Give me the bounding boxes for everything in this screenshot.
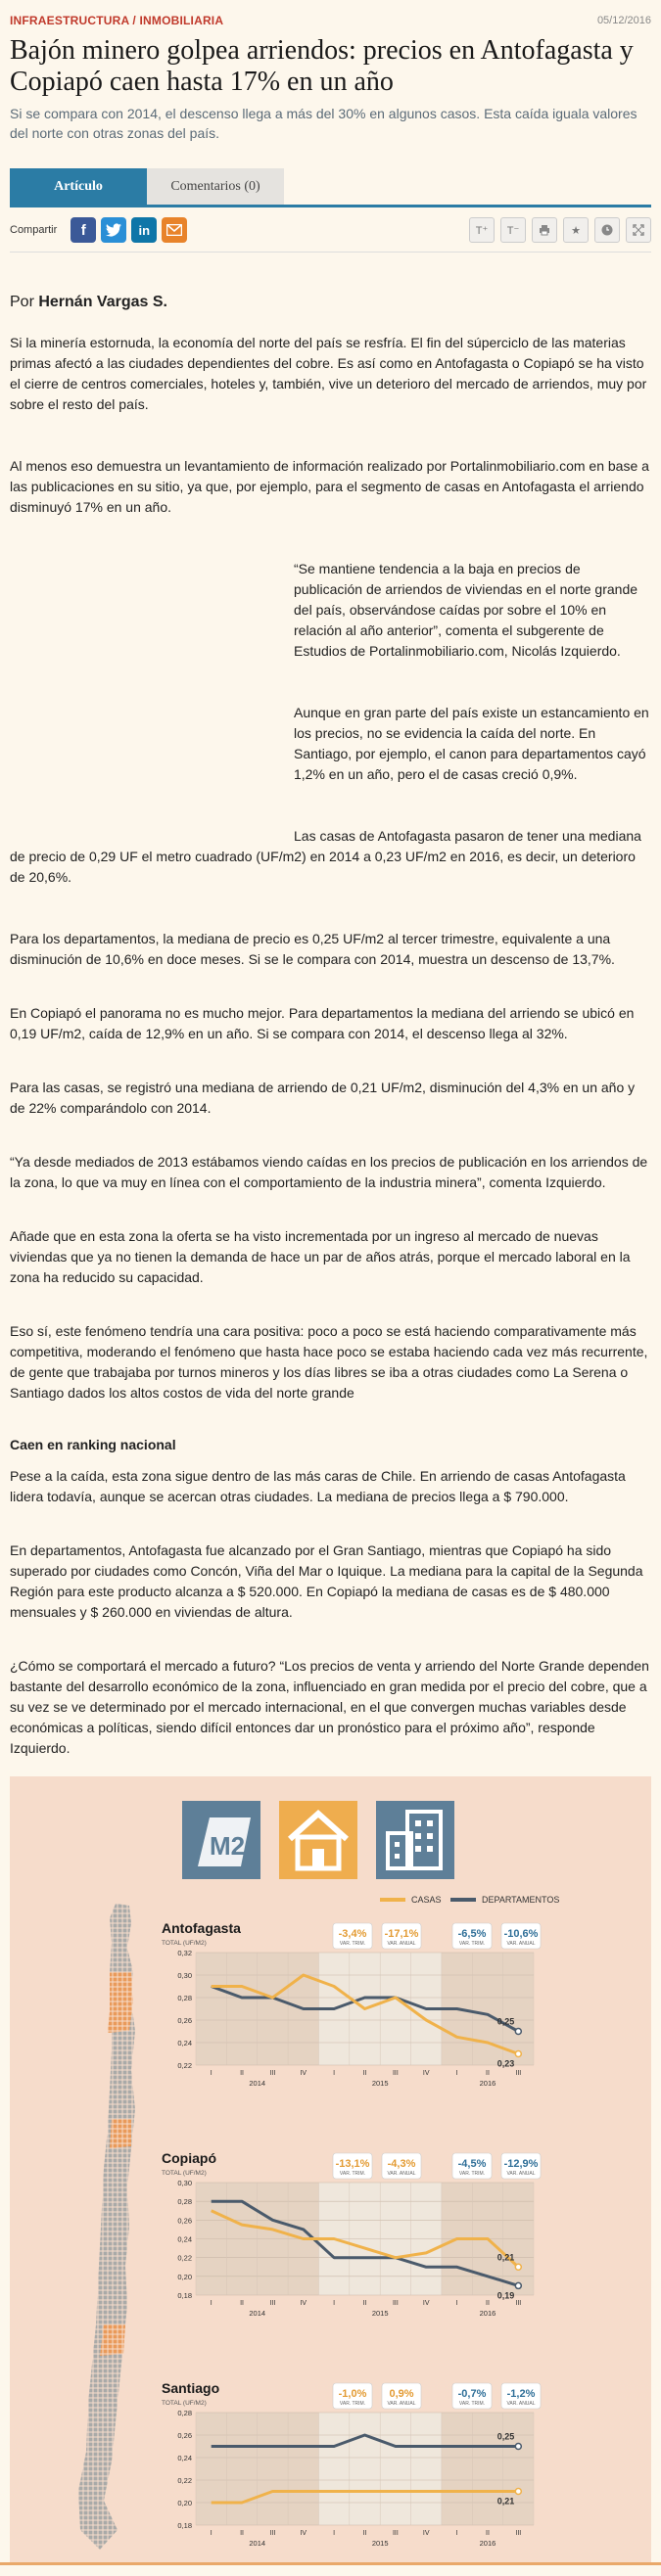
year-label: 2016: [479, 2309, 496, 2318]
paragraph: Eso sí, este fenómeno tendría una cara positiva: poco a poco se está haciendo comparativamente más competitiva, moderando el fenómeno que hasta hace poco se estaba haciendo cada vez más recurrente, de gente que trabajaba por turnos mineros y los días libres se iba a otras ciudades como La Serena o Santiago dados los altos costos de vida del norte grande: [10, 1323, 648, 1401]
chart-legend: [380, 1895, 559, 1905]
x-tick-label: III: [392, 2530, 399, 2537]
tab-comments[interactable]: Comentarios (0): [147, 168, 284, 205]
x-tick-label: III: [269, 2300, 276, 2307]
x-tick-label: III: [515, 2300, 522, 2307]
year-label: 2014: [249, 2539, 266, 2548]
linkedin-icon[interactable]: in: [131, 217, 157, 243]
variation-label: VAR. TRIM.: [458, 1941, 486, 1947]
x-tick-label: IV: [300, 2300, 307, 2307]
series-deptos-line-end-point: [515, 2282, 521, 2288]
variation-value: -0,7%: [457, 2388, 487, 2400]
y-tick-label: 0,28: [177, 2197, 192, 2207]
y-tick-label: 0,26: [177, 2431, 192, 2440]
panel-city-title: Santiago: [162, 2380, 220, 2396]
x-tick-label: IV: [422, 2070, 430, 2077]
x-tick-label: IV: [300, 2070, 307, 2077]
y-tick-label: 0,18: [177, 2291, 192, 2300]
x-tick-label: III: [269, 2530, 276, 2537]
variation-value: -12,9%: [503, 2158, 539, 2170]
x-tick-label: II: [240, 2530, 244, 2537]
x-tick-label: I: [333, 2070, 336, 2077]
deptos-end-label: 0,25: [496, 2431, 515, 2442]
x-tick-label: I: [210, 2070, 212, 2077]
email-icon[interactable]: [162, 217, 187, 243]
x-tick-label: IV: [422, 2300, 430, 2307]
x-tick-label: II: [486, 2300, 490, 2307]
x-tick-label: II: [240, 2070, 244, 2077]
series-deptos-line-end-point: [515, 2029, 521, 2035]
casas-end-label: 0,21: [496, 2496, 515, 2507]
x-tick-label: II: [362, 2070, 367, 2077]
series-casas-line-end-point: [515, 2489, 521, 2495]
variation-label: VAR. TRIM.: [339, 2401, 366, 2407]
casas-end-label: 0,21: [496, 2252, 515, 2263]
tab-article[interactable]: Artículo: [10, 168, 147, 205]
x-tick-label: II: [362, 2530, 367, 2537]
paragraph: Añade que en esta zona la oferta se ha visto incrementada por un ingreso al mercado de nuevas viviendas que ya no tienen la demanda de hace un par de años atrás, porque el mercado laboral en la zona ha reducido su capacidad.: [10, 1228, 631, 1285]
x-tick-label: III: [392, 2300, 399, 2307]
author-name: Hernán Vargas S.: [38, 294, 167, 310]
x-tick-label: II: [362, 2300, 367, 2307]
x-tick-label: IV: [300, 2530, 307, 2537]
x-tick-label: II: [486, 2530, 490, 2537]
x-tick-label: II: [486, 2070, 490, 2077]
y-tick-label: 0,22: [177, 2253, 192, 2263]
y-tick-label: 0,32: [177, 1949, 192, 1957]
publish-date: 05/12/2016: [596, 15, 651, 26]
article-header: [10, 0, 651, 27]
year-label: 2016: [479, 2079, 496, 2088]
chile-map: [78, 1904, 135, 2550]
y-tick-label: 0,20: [177, 2499, 192, 2507]
series-casas-line-end-point: [515, 2264, 521, 2270]
x-tick-label: I: [455, 2530, 458, 2537]
variation-label: VAR. TRIM.: [339, 1941, 366, 1947]
paragraph: de precio de 0,29 UF el metro cuadrado (UF/m2) en 2014 a 0,23 UF/m2 en 2016, es decir, un deterioro de 20,6%.: [10, 849, 636, 885]
x-tick-label: III: [392, 2070, 399, 2077]
panel-city-title: Antofagasta: [162, 1920, 241, 1936]
series-casas-line-end-point: [515, 2051, 521, 2057]
variation-label: VAR. ANUAL: [387, 2171, 416, 2177]
variation-label: VAR. ANUAL: [506, 2401, 536, 2407]
reading-tools: [463, 217, 651, 243]
legend-casas: CASAS: [411, 1895, 442, 1905]
year-label: 2014: [249, 2079, 266, 2088]
y-tick-label: 0,22: [177, 2061, 192, 2070]
x-tick-label: I: [333, 2530, 336, 2537]
font-decrease-icon[interactable]: T⁻: [500, 217, 526, 243]
section-breadcrumb[interactable]: INFRAESTRUCTURA / INMOBILIARIA: [10, 14, 224, 27]
deptos-end-label: 0,25: [496, 2016, 515, 2027]
section-subheading: Caen en ranking nacional: [10, 1437, 176, 1452]
y-tick-label: 0,24: [177, 2454, 192, 2462]
infographic: [10, 1776, 651, 2564]
paragraph: ¿Cómo se comportará el mercado a futuro? “Los precios de venta y arriendo del Norte Grande dependen bastante del desarrollo económico de la zona, influenciado en gran medida por el precio del cobre, que a su vez se ve determinado por el mercado internacional, en el que convergen muchas variables desde económicas a políticas, siendo difícil entonces dar un pronóstico para el próximo año”, responde Izquierdo.: [10, 1658, 649, 1756]
paragraph: Si la minería estornuda, la economía del norte del país se resfría. El fin del súperciclo de las materias primas afectó a las ciudades dependientes del cobre. Es así como en Antofagasta o Copiapó se ha visto el cierre de centros comerciales, hoteles y, también, vive un deterioro del mercado de arriendos, muy por sobre el resto del país.: [10, 335, 647, 412]
x-tick-label: IV: [422, 2530, 430, 2537]
x-tick-label: III: [269, 2070, 276, 2077]
pull-quote: “Se mantiene tendencia a la baja en precios de publicación de arriendos de viviendas en el norte grande del país, observándose caídas por sobre el 10% en relación al año anterior”, comenta el subgerente de Estudios de Portalinmobiliario.com, Nicolás Izquierdo.: [294, 561, 638, 659]
variation-label: VAR. ANUAL: [506, 2171, 536, 2177]
y-tick-label: 0,26: [177, 2216, 192, 2226]
paragraph: Las casas de Antofagasta pasaron de tener una mediana: [294, 828, 641, 844]
variation-label: VAR. ANUAL: [387, 2401, 416, 2407]
year-label: 2016: [479, 2539, 496, 2548]
building-icon: [376, 1801, 454, 1879]
series-deptos-line-end-point: [515, 2444, 521, 2450]
article-tabs: [10, 168, 651, 207]
variation-value: -13,1%: [335, 2158, 370, 2170]
x-tick-label: III: [515, 2530, 522, 2537]
x-tick-label: I: [455, 2300, 458, 2307]
casas-end-label: 0,23: [496, 2058, 515, 2069]
year-band: [442, 2413, 534, 2525]
house-icon: [279, 1801, 357, 1879]
variation-value: -1,0%: [338, 2388, 367, 2400]
paragraph: Pese a la caída, esta zona sigue dentro de las más caras de Chile. En arriendo de casas Antofagasta lidera todavía, aunque se acercan otras ciudades. La mediana de precios llega a $ 790.000.: [10, 1468, 626, 1504]
legend-deptos: DEPARTAMENTOS: [482, 1895, 560, 1905]
x-tick-label: I: [333, 2300, 336, 2307]
variation-value: -3,4%: [338, 1928, 367, 1940]
paragraph: En departamentos, Antofagasta fue alcanzado por el Gran Santiago, mientras que Copiapó ha sido superado por ciudades como Concón, Viña del Mar o Iquique. La mediana para la capital de la Segunda Región para este producto alcanza a $ 520.000. En Copiapó la mediana de casas es de $ 480.000 mensuales y $ 260.000 en viviendas de altura.: [10, 1542, 643, 1620]
panel-ylabel: TOTAL (UF/M2): [162, 2170, 207, 2177]
fullscreen-icon[interactable]: [626, 217, 651, 243]
print-icon[interactable]: [532, 217, 557, 243]
facebook-icon[interactable]: f: [71, 217, 96, 243]
twitter-icon[interactable]: [101, 217, 126, 243]
favorite-star-icon[interactable]: ★: [563, 217, 589, 243]
y-tick-label: 0,24: [177, 2234, 192, 2244]
year-label: 2015: [371, 2079, 389, 2088]
variation-label: VAR. TRIM.: [339, 2171, 366, 2177]
deptos-end-label: 0,19: [496, 2290, 515, 2301]
variation-label: VAR. ANUAL: [506, 1941, 536, 1947]
y-tick-label: 0,22: [177, 2476, 192, 2485]
infographic-footer-rule: [0, 2562, 661, 2565]
author-byline: [10, 294, 651, 311]
paragraph: Al menos eso demuestra un levantamiento de información realizado por Portalinmobiliario.com en base a las publicaciones en su sitio, ya que, por ejemplo, para el segmento de casas en Antofagasta el arriendo disminuyó 17% en un año.: [10, 458, 649, 515]
year-label: 2015: [371, 2539, 389, 2548]
x-tick-label: I: [210, 2300, 212, 2307]
x-tick-label: III: [515, 2070, 522, 2077]
variation-value: -17,1%: [384, 1928, 419, 1940]
paragraph: Para los departamentos, la mediana de precio es 0,25 UF/m2 al tercer trimestre, equivalente a una disminución de 10,6% en doce meses. Si se le compara con 2014, muestra un descenso de 13,7%.: [10, 931, 615, 967]
clock-icon[interactable]: [594, 217, 620, 243]
x-tick-label: I: [455, 2070, 458, 2077]
variation-value: -1,2%: [506, 2388, 536, 2400]
variation-value: -6,5%: [457, 1928, 487, 1940]
year-label: 2014: [249, 2309, 266, 2318]
variation-value: -4,3%: [387, 2158, 416, 2170]
variation-value: 0,9%: [389, 2388, 414, 2400]
share-label: Compartir: [10, 224, 58, 236]
font-increase-icon[interactable]: T⁺: [469, 217, 495, 243]
y-tick-label: 0,30: [177, 1971, 192, 1980]
variation-value: -10,6%: [503, 1928, 539, 1940]
article-lead: Si se compara con 2014, el descenso llega a más del 30% en algunos casos. Esta caída iguala valores del norte con otras zonas del país.: [10, 106, 637, 141]
variation-label: VAR. ANUAL: [387, 1941, 416, 1947]
paragraph: “Ya desde mediados de 2013 estábamos viendo caídas en los precios de publicación en los arriendos de la zona, lo que va muy en línea con el comportamiento de la industria minera”, comenta Izquierdo.: [10, 1154, 648, 1190]
panel-city-title: Copiapó: [162, 2150, 216, 2166]
share-bar: [10, 208, 651, 253]
y-tick-label: 0,24: [177, 2039, 192, 2047]
paragraph: En Copiapó el panorama no es mucho mejor. Para departamentos la mediana del arriendo se ubicó en 0,19 UF/m2, caída de 12,9% en un año. Si se compara con 2014, el descenso llega al 32%.: [10, 1005, 635, 1041]
y-tick-label: 0,28: [177, 1994, 192, 2002]
variation-value: -4,5%: [457, 2158, 487, 2170]
y-tick-label: 0,30: [177, 2179, 192, 2187]
variation-label: VAR. TRIM.: [458, 2401, 486, 2407]
square-meter-label: M2: [209, 1831, 246, 1861]
x-tick-label: II: [240, 2300, 244, 2307]
square-meter-icon: [182, 1801, 260, 1879]
article-title: Bajón minero golpea arriendos: precios en Antofagasta y Copiapó caen hasta 17% en un año: [10, 35, 634, 97]
author-prefix: Por: [10, 294, 39, 310]
y-tick-label: 0,18: [177, 2521, 192, 2530]
panel-ylabel: TOTAL (UF/M2): [162, 2400, 207, 2407]
y-tick-label: 0,28: [177, 2409, 192, 2417]
y-tick-label: 0,26: [177, 2016, 192, 2025]
infographic-chart: [10, 1776, 651, 2564]
variation-label: VAR. TRIM.: [458, 2171, 486, 2177]
panel-ylabel: TOTAL (UF/M2): [162, 1940, 207, 1947]
year-label: 2015: [371, 2309, 389, 2318]
y-tick-label: 0,20: [177, 2272, 192, 2281]
x-tick-label: I: [210, 2530, 212, 2537]
paragraph: Para las casas, se registró una mediana de arriendo de 0,21 UF/m2, disminución del 4,3% en un año y de 22% comparándolo con 2014.: [10, 1080, 636, 1116]
pull-quote: Aunque en gran parte del país existe un estancamiento en los precios, no se evidencia la caída del norte. En Santiago, por ejemplo, el canon para departamentos cayó 1,2% en un año, pero el de casas creció 0,9%.: [294, 705, 649, 782]
